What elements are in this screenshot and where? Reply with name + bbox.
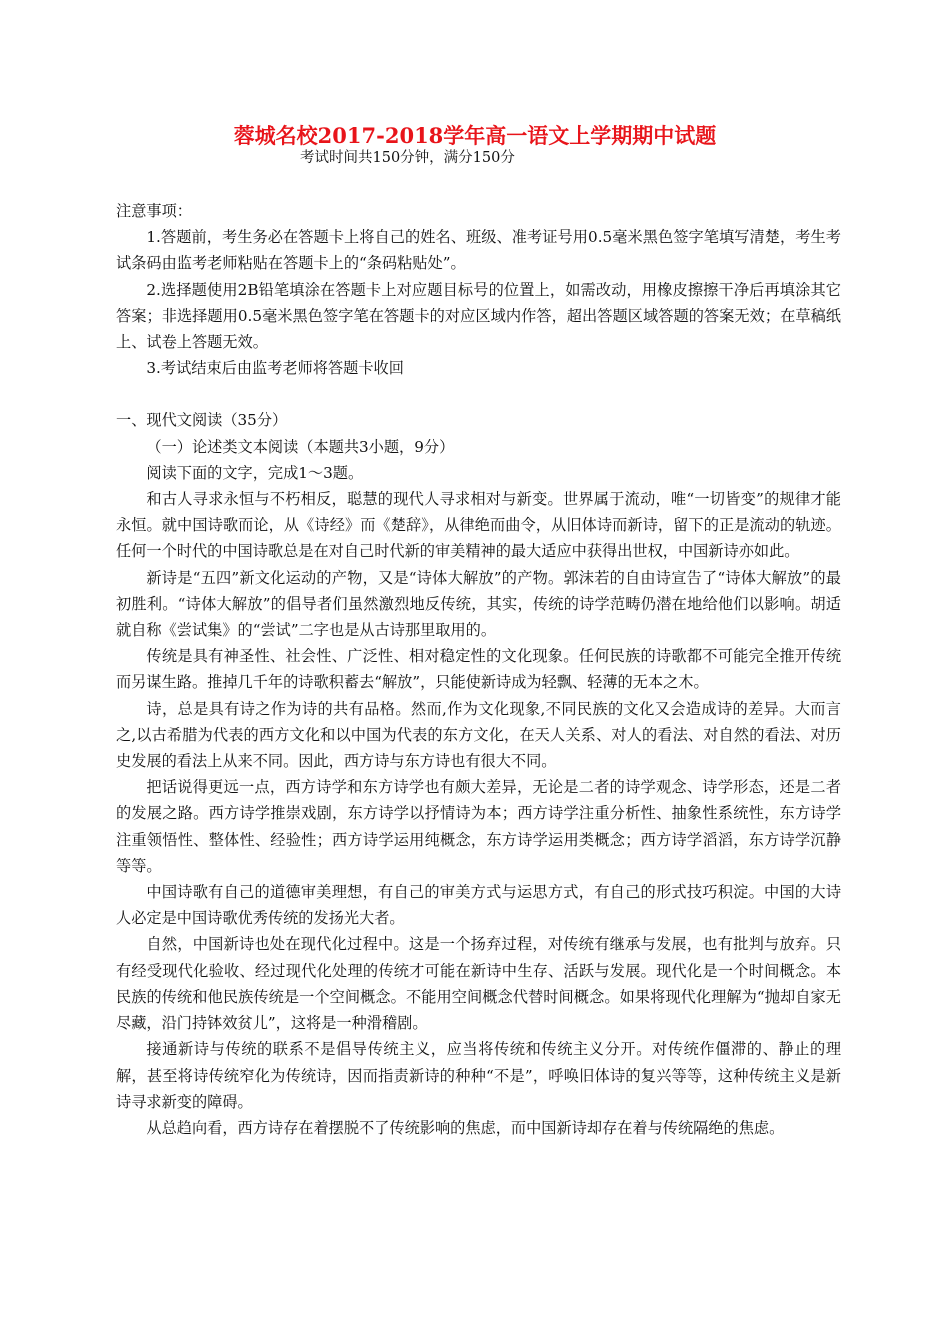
document-body xyxy=(116,198,841,1141)
exam-subtitle: 考试时间共150分钟，满分150分 xyxy=(300,150,515,166)
section-heading: 一、现代文阅读（35分） xyxy=(116,411,288,430)
passage-paragraph: 中国诗歌有自己的道德审美理想，有自己的审美方式与运思方式，有自己的形式技巧积淀。中国的大诗人必定是中国诗歌优秀传统的发扬光大者。 xyxy=(116,883,841,928)
passage-paragraph: 和古人寻求永恒与不朽相反，聪慧的现代人寻求相对与新变。世界属于流动，唯“一切皆变”的规律才能永恒。就中国诗歌而论，从《诗经》而《楚辞》，从律绝而曲令，从旧体诗而新诗，留下的正是流动的轨迹。任何一个时代的中国诗歌总是在对自己时代新的审美精神的最大适应中获得出世权，中国新诗亦如此。 xyxy=(116,490,841,561)
passage-paragraph: 诗，总是具有诗之作为诗的共有品格。然而,作为文化现象,不同民族的文化又会造成诗的差异。大而言之,以古希腊为代表的西方文化和以中国为代表的东方文化，在天人关系、对人的看法、对自然的看法、对历史发展的看法上从来不同。因此，西方诗与东方诗也有很大不同。 xyxy=(116,699,841,771)
passage-paragraph: 新诗是“五四”新文化运动的产物，又是“诗体大解放”的产物。郭沫若的自由诗宣告了“诗体大解放”的最初胜利。“诗体大解放”的倡导者们虽然激烈地反传统，其实，传统的诗学范畴仍潜在地给他们以影响。胡适就自称《尝试集》的“尝试”二字也是从古诗那里取用的。 xyxy=(116,568,841,640)
passage-paragraph: 把话说得更远一点，西方诗学和东方诗学也有颇大差异，无论是二者的诗学观念、诗学形态，还是二者的发展之路。西方诗学推崇戏剧，东方诗学以抒情诗为本；西方诗学注重分析性、抽象性系统性，东方诗学注重领悟性、整体性、经验性；西方诗学运用纯概念，东方诗学运用类概念；西方诗学滔滔，东方诗学沉静等等。 xyxy=(116,778,841,875)
note-item: 2.选择题使用2B铅笔填涂在答题卡上对应题目标号的位置上，如需改动，用橡皮擦擦干净后再填涂其它答案；非选择题用0.5毫米黑色签字笔在答题卡的对应区域内作答，超出答题区域答题的答案无效；在草稿纸上、试卷上答题无效。 xyxy=(116,280,841,352)
section-spacer xyxy=(116,381,841,407)
notes-heading: 注意事项： xyxy=(116,202,192,220)
exam-title: 蓉城名校2017-2018学年高一语文上学期期中试题 xyxy=(233,123,717,148)
sub-section-heading: （一）论述类文本阅读（本题共3小题，9分） xyxy=(146,437,455,456)
reading-instruction: 阅读下面的文字，完成1～3题。 xyxy=(146,463,364,482)
note-item: 3.考试结束后由监考老师将答题卡收回 xyxy=(146,359,404,378)
passage-paragraph: 接通新诗与传统的联系不是倡导传统主义，应当将传统和传统主义分开。对传统作僵滞的、静止的理解，甚至将诗传统窄化为传统诗，因而指责新诗的种种“不是”，呼唤旧体诗的复兴等等，这种传统主义是新诗寻求新变的障碍。 xyxy=(116,1040,841,1111)
passage-paragraph: 传统是具有神圣性、社会性、广泛性、相对稳定性的文化现象。任何民族的诗歌都不可能完全推开传统而另谋生路。推掉几千年的诗歌积蓄去“解放”，只能使新诗成为轻飘、轻薄的无本之木。 xyxy=(116,647,841,692)
passage-paragraph: 从总趋向看，西方诗存在着摆脱不了传统影响的焦虑，而中国新诗却存在着与传统隔绝的焦虑。 xyxy=(146,1118,785,1137)
note-item: 1.答题前，考生务必在答题卡上将自己的姓名、班级、准考证号用0.5毫米黑色签字笔填写清楚，考生考试条码由监考老师粘贴在答题卡上的“条码粘贴处”。 xyxy=(116,228,841,273)
passage-paragraph: 自然，中国新诗也处在现代化过程中。这是一个扬弃过程，对传统有继承与发展，也有批判与放弃。只有经受现代化验收、经过现代化处理的传统才可能在新诗中生存、活跃与发展。现代化是一个时间概念。本民族的传统和他民族传统是一个空间概念。不能用空间概念代替时间概念。如果将现代化理解为“抛却自家无尽藏，沿门持钵效贫儿”，这将是一种滑稽剧。 xyxy=(116,935,841,1033)
